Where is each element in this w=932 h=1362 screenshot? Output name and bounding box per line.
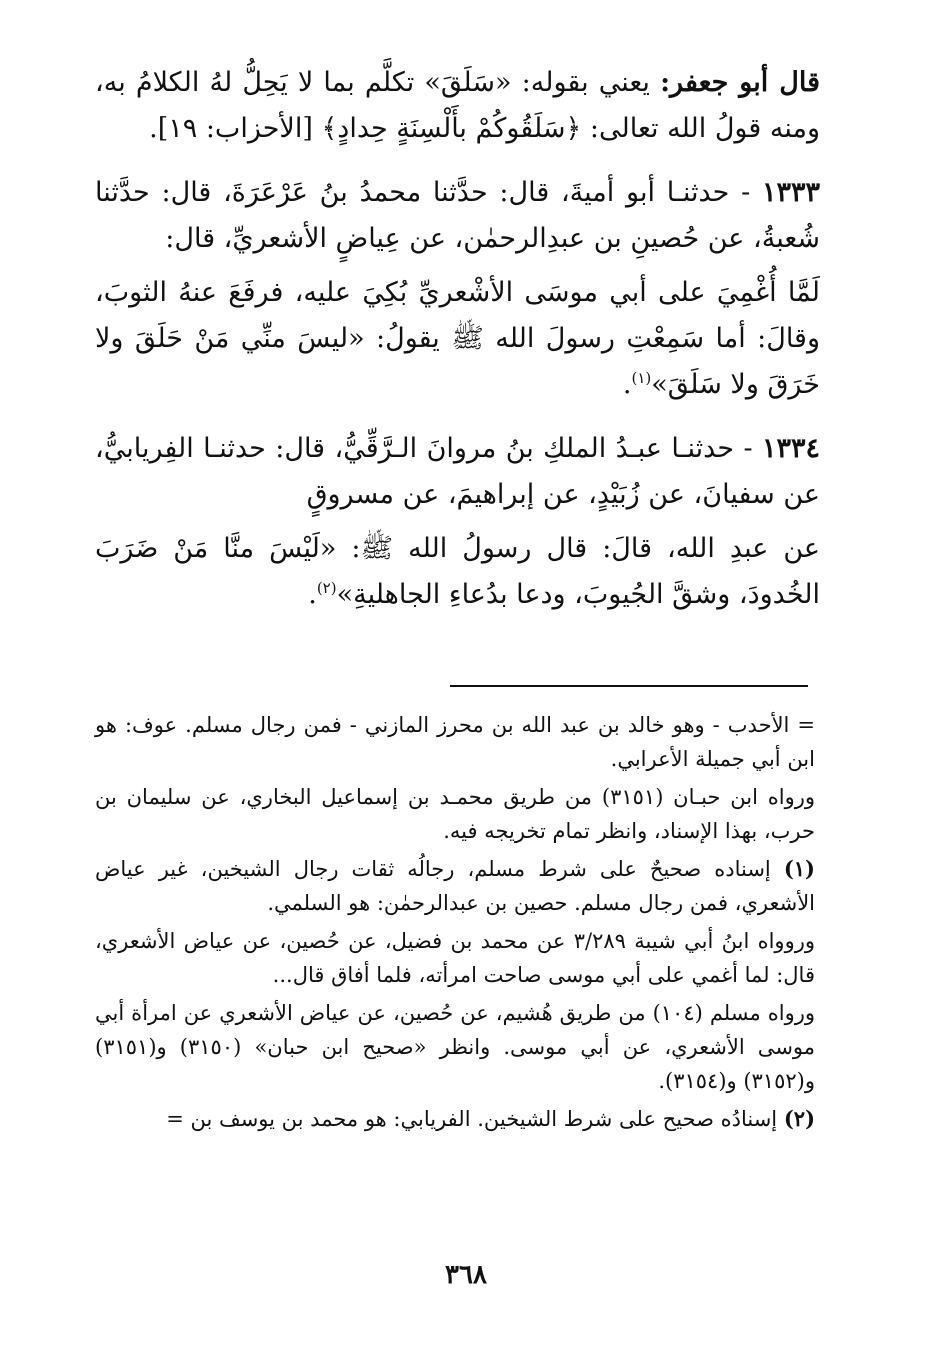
footnote-number: (٢) xyxy=(783,1106,815,1131)
footnote-1-c: ورواه مسلم (١٠٤) من طريق هُشيم، عن حُصين، عن عياض الأشعري عن امرأة أبي موسى الأشعري، عن أبي موسى. وانظر «صحيح ابن حبان» (٣١٥٠) و(٣١٥١) و(٣١٥٢) و(٣١٥٤). xyxy=(95,1001,816,1093)
chain-text: - حدثنـا عبـدُ الملكِ بنُ مروانَ الـرَّقِّيُّ، قال: حدثنـا الفِريابيُّ، عن سفيانَ، عن زُبَيْدٍ، عن إبراهيمَ، عن مسروقٍ xyxy=(95,433,820,510)
hadith-number: ١٣٣٤ xyxy=(761,433,820,464)
hadith-1333-chain xyxy=(95,170,820,262)
hadith-1333-text: لَمَّا أُغْمِيَ على أبي موسَى الأشْعريِّ بُكِيَ عليه، فرفَعَ عنهُ الثوبَ، وقالَ: أما سَمِعْتِ رسولَ الله ﷺ يقولُ: «ليسَ منِّي مَنْ حَلَقَ ولا خَرَقَ ولا سَلَقَ»$^{(١)}$. xyxy=(95,277,820,400)
footnote-text: إسنادُه صحيح على شرط الشيخين. الفريابي: هو محمد بن يوسف بن = xyxy=(166,1107,778,1131)
footnote-number: (١) xyxy=(783,856,815,881)
main-text xyxy=(95,60,820,618)
hadith-1334-chain xyxy=(95,426,820,518)
footnote-continuation-2: ورواه ابن حبـان (٣١٥١) من طريق محمـد بن إسماعيل البخاري، عن سليمان بن حرب، بهذا الإسناد، وانظر تمام تخريجه فيه. xyxy=(95,785,815,843)
hadith-number: ١٣٣٣ xyxy=(761,177,820,208)
footnote-text: إسناده صحيحٌ على شرط مسلم، رجالُه ثقات رجال الشيخين، غير عياض الأشعري، فمن رجال مسلم. حصين بن عبدالرحمٰن: هو السلمي. xyxy=(95,857,815,915)
footnote-1 xyxy=(95,852,815,920)
footnotes xyxy=(95,708,815,1136)
footnote-marker: (٢) xyxy=(316,579,337,597)
footnote-marker: (١) xyxy=(631,369,652,387)
hadith-text: عن عبدِ الله، قالَ: قال رسولُ الله ﷺ: «لَيْسَ منَّا مَنْ ضَرَبَ الخُدودَ، وشقَّ الجُيوبَ، ودعا بدُعاءِ الجاهليةِ» xyxy=(95,533,820,610)
footnote-continuation: = الأحدب - وهو خالد بن عبد الله بن محرز المازني - فمن رجال مسلم. عوف: هو ابن أبي جميلة الأعرابي. xyxy=(95,713,815,771)
page-number: ٣٦٨ xyxy=(445,1260,487,1290)
hadith-1334-text: عن عبدِ الله، قالَ: قال رسولُ الله ﷺ: «لَيْسَ منَّا مَنْ ضَرَبَ الخُدودَ، وشقَّ الجُيوبَ، ودعا بدُعاءِ الجاهليةِ»$^{(٢)}$. xyxy=(95,533,820,610)
footnote-2 xyxy=(95,1102,815,1136)
hadith-text: لَمَّا أُغْمِيَ على أبي موسَى الأشْعريِّ بُكِيَ عليه، فرفَعَ عنهُ الثوبَ، وقالَ: أما سَمِعْتِ رسولَ الله ﷺ يقولُ: «ليسَ منِّي مَنْ حَلَقَ ولا خَرَقَ ولا سَلَقَ» xyxy=(95,277,820,400)
verse-reference: [الأحزاب: ١٩]. xyxy=(149,113,313,144)
footnote-divider xyxy=(450,685,808,687)
speaker-label: قال أبو جعفر: xyxy=(660,67,820,98)
paragraph-text: يعني بقوله: «سَلَقَ» تكلَّم بما لا يَحِلُّ لهُ الكلامُ به، ومنه قولُ الله تعالى: ﴿سَلَقُوكُمْ بأَلْسِنَةٍ حِدادٍ﴾ xyxy=(95,67,820,144)
footnote-1-b: وروواه ابنُ أبي شيبة ٣/٢٨٩ عن محمد بن فضيل، عن حُصين، عن عياض الأشعري، قال: لما أغمي على أبي موسى صاحت امرأته، فلما أفاق قال... xyxy=(95,929,815,987)
chain-text: - حدثنـا أبو أميةَ، قال: حدَّثنا محمدُ بنُ عَرْعَرَةَ، قال: حدَّثنا شُعبةُ، عن حُصينِ بن عبدِالرحمٰن، عن عِياضٍ الأشعريِّ، قال: xyxy=(95,177,820,254)
paragraph-abu-jafar xyxy=(95,60,820,152)
